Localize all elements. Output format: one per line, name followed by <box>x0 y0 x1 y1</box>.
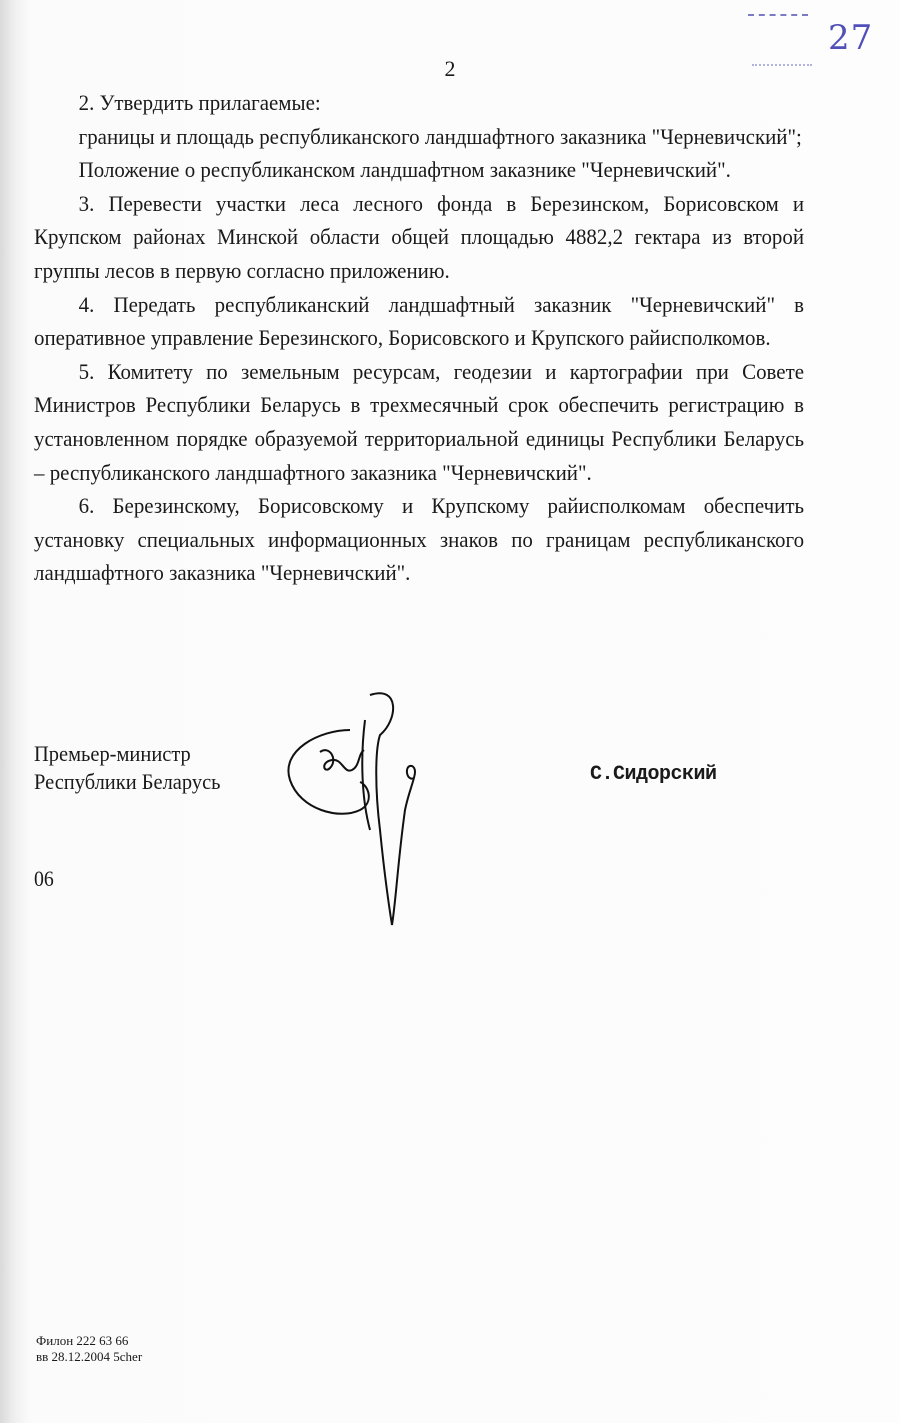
signatory-title-line1: Премьер-министр <box>34 741 191 766</box>
signatory-title <box>34 740 220 796</box>
handwritten-signature-icon <box>280 690 440 930</box>
sheet-number-stamp: 27 <box>828 18 874 58</box>
signatory-title-line2: Республики Беларусь <box>34 769 221 794</box>
paragraph-item-2: 2. Утвердить прилагаемые: <box>78 90 321 115</box>
paragraph-item-5: 5. Комитету по земельным ресурсам, геодезии и картографии при Совете Министров Республики Беларусь в трехмесячный срок обеспечить регистрацию в установленном порядке образуемой территориальной единицы Республики Беларусь – республиканского ландшафтного заказника "Черневичский". <box>34 358 805 485</box>
paragraph-item-6: 6. Березинскому, Борисовскому и Крупскому райисполкомам обеспечить установку специальных информационных знаков по границам республиканского ландшафтного заказника "Черневичский". <box>34 493 805 586</box>
paragraph-borders: границы и площадь республиканского ландшафтного заказника "Черневичский"; <box>78 123 802 149</box>
document-code: 06 <box>34 866 54 891</box>
footer-file-info: вв 28.12.2004 5cher <box>36 1349 143 1364</box>
footer-executor: Филон 222 63 66 <box>36 1333 129 1348</box>
paragraph-item-4: 4. Передать республиканский ландшафтный заказник "Черневичский" в оперативное управление Березинского, Борисовского и Крупского райисполкомов. <box>34 291 805 351</box>
footer-note <box>36 1333 142 1365</box>
document-body <box>34 86 804 590</box>
signatory-name: С.Сидорский <box>590 763 717 786</box>
paragraph-item-3: 3. Перевести участки леса лесного фонда в Березинском, Борисовском и Крупском районах Минской области общей площадью 4882,2 гектара из второй группы лесов в первую согласно приложению. <box>34 190 805 283</box>
paragraph-regulation: Положение о республиканском ландшафтном заказнике "Черневичский". <box>78 157 731 183</box>
stamp-line <box>748 14 808 18</box>
page-number: 2 <box>444 56 456 81</box>
